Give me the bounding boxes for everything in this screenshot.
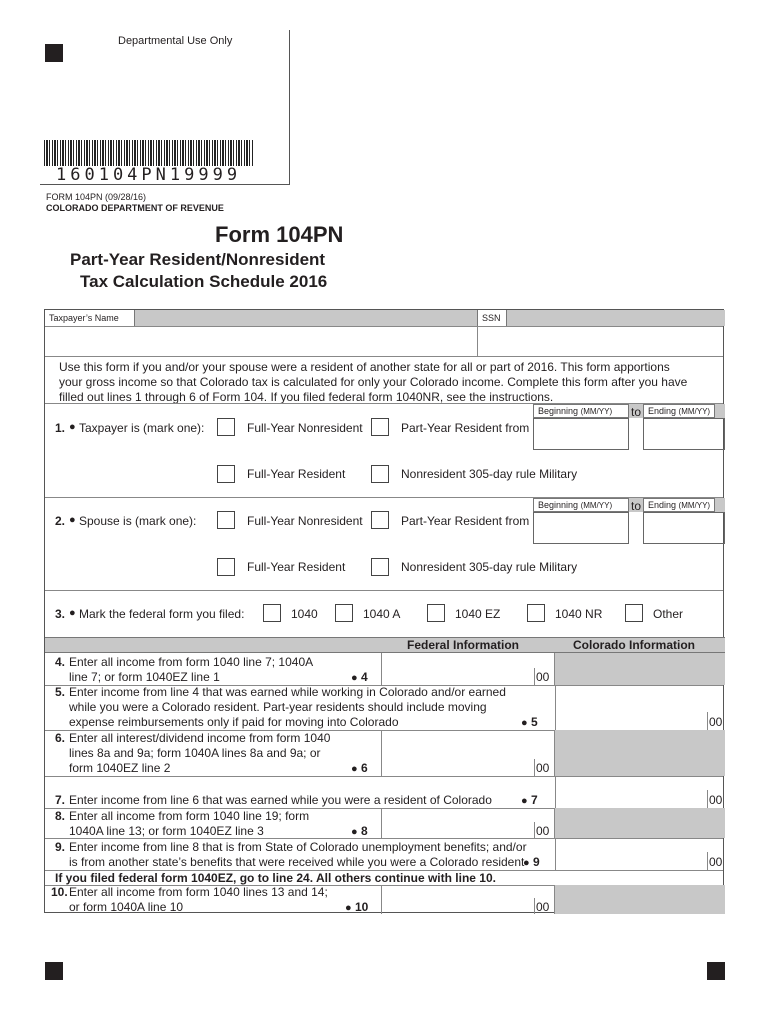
- to-label-2: to: [631, 499, 642, 513]
- registration-mark-bottom-left: [45, 962, 63, 980]
- taxpayer-name-input[interactable]: [47, 328, 475, 356]
- taxpayer-option-full-year-nonresident: Full-Year Nonresident: [247, 421, 363, 435]
- form-option-1040nr: 1040 NR: [555, 607, 603, 621]
- line9-colorado-input[interactable]: [555, 838, 725, 870]
- taxpayer-option-nonresident-military: Nonresident 305-day rule Military: [401, 467, 578, 481]
- form-other-checkbox[interactable]: [625, 604, 643, 622]
- line10-bullet: ●: [345, 902, 352, 914]
- line10-text-b: or form 1040A line 10: [69, 900, 184, 914]
- line3-bullet: ●: [69, 607, 76, 619]
- form-1040-checkbox[interactable]: [263, 604, 281, 622]
- registration-mark-bottom-right: [707, 962, 725, 980]
- line2-bullet: ●: [69, 514, 76, 526]
- form-option-1040ez: 1040 EZ: [455, 607, 501, 621]
- line3-label: Mark the federal form you filed:: [79, 607, 245, 621]
- colorado-information-header: Colorado Information: [573, 638, 695, 652]
- line8-number: 8.: [55, 809, 66, 823]
- line9-text-b: is from another state’s benefits that were received while you were a Colorado resident: [69, 855, 525, 869]
- taxpayer-option-part-year-resident: Part-Year Resident from: [401, 421, 530, 435]
- line6-bullet: ●: [351, 763, 358, 775]
- line9-ref: 9: [533, 855, 540, 869]
- ssn-label: SSN: [482, 313, 501, 323]
- form-option-1040: 1040: [291, 607, 318, 621]
- spouse-option-nonresident-military: Nonresident 305-day rule Military: [401, 560, 578, 574]
- line5-ref: 5: [531, 715, 538, 729]
- intro-line-1: Use this form if you and/or your spouse were a resident of another state for all or part of 2016. This form apportions: [59, 360, 670, 374]
- form-1040nr-checkbox[interactable]: [527, 604, 545, 622]
- spouse-beginning-date-input[interactable]: [533, 512, 629, 544]
- spouse-option-full-year-nonresident: Full-Year Nonresident: [247, 514, 363, 528]
- line8-federal-input[interactable]: [381, 808, 555, 838]
- form-id: FORM 104PN (09/28/16): [46, 192, 147, 202]
- line5-text-a: Enter income from line 4 that was earned while working in Colorado and/or earned: [69, 685, 506, 699]
- line9-text-a: Enter income from line 8 that is from State of Colorado unemployment benefits; and/or: [69, 840, 527, 854]
- line6-text-c: form 1040EZ line 2: [69, 761, 171, 775]
- line6-number: 6.: [55, 731, 66, 745]
- line6-text-a: Enter all interest/dividend income from form 1040: [69, 731, 331, 745]
- line3-number: 3.: [55, 607, 66, 621]
- line7-number: 7.: [55, 793, 66, 807]
- ending-label-2: Ending: [648, 500, 677, 510]
- line7-colorado-input[interactable]: [555, 776, 725, 808]
- name-header-bar: [45, 310, 725, 326]
- line4-bullet: ●: [351, 672, 358, 684]
- intro-line-2: your gross income so that Colorado tax is calculated for only your Colorado income. Complete this form after you have: [59, 375, 688, 389]
- beginning-label-1: Beginning: [538, 406, 579, 416]
- spouse-option-part-year-resident: Part-Year Resident from: [401, 514, 530, 528]
- line5-bullet: ●: [521, 717, 528, 729]
- line7-bullet: ●: [521, 795, 528, 807]
- federal-information-header: Federal Information: [407, 638, 520, 652]
- taxpayer-option-full-year-resident: Full-Year Resident: [247, 467, 346, 481]
- departmental-use-label: Departmental Use Only: [118, 35, 233, 47]
- to-label-1: to: [631, 405, 642, 419]
- taxpayer-part-year-resident-checkbox[interactable]: [371, 418, 389, 436]
- taxpayer-full-year-resident-checkbox[interactable]: [217, 465, 235, 483]
- line2-number: 2.: [55, 514, 66, 528]
- form-body: [44, 309, 724, 913]
- ending-format-1: (MM/YY): [678, 407, 711, 416]
- line10-number: 10.: [51, 885, 68, 899]
- line4-text-b: line 7; or form 1040EZ line 1: [69, 670, 220, 684]
- line1-label: Taxpayer is (mark one):: [79, 421, 205, 435]
- line8-ref: 8: [361, 824, 368, 838]
- barcode-number: 160104PN19999: [56, 165, 242, 185]
- taxpayer-beginning-date-input[interactable]: [533, 418, 629, 450]
- line1-number: 1.: [55, 421, 66, 435]
- form-1040a-checkbox[interactable]: [335, 604, 353, 622]
- line4-federal-input[interactable]: [381, 653, 555, 685]
- line9-number: 9.: [55, 840, 66, 854]
- beginning-format-2: (MM/YY): [580, 501, 613, 510]
- barcode: [44, 140, 254, 166]
- line6-ref: 6: [361, 761, 368, 775]
- line5-colorado-input[interactable]: [555, 685, 725, 730]
- form-option-1040a: 1040 A: [363, 607, 401, 621]
- line9-cents: 00: [709, 855, 723, 869]
- form-subtitle-1: Part-Year Resident/Nonresident: [70, 250, 326, 269]
- spouse-full-year-nonresident-checkbox[interactable]: [217, 511, 235, 529]
- line9-bullet: ●: [523, 857, 530, 869]
- beginning-format-1: (MM/YY): [580, 407, 613, 416]
- spouse-part-year-resident-checkbox[interactable]: [371, 511, 389, 529]
- line8-bullet: ●: [351, 826, 358, 838]
- spouse-option-full-year-resident: Full-Year Resident: [247, 560, 346, 574]
- spouse-ending-date-input[interactable]: [643, 512, 725, 544]
- form-title: Form 104PN: [215, 222, 344, 247]
- taxpayer-ending-date-input[interactable]: [643, 418, 725, 450]
- taxpayer-name-label: Taxpayer’s Name: [49, 313, 119, 323]
- line7-text-a: Enter income from line 6 that was earned while you were a resident of Colorado: [69, 793, 492, 807]
- form-option-other: Other: [653, 607, 684, 621]
- line4-number: 4.: [55, 655, 66, 669]
- form-1040ez-checkbox[interactable]: [427, 604, 445, 622]
- line5-cents: 00: [709, 715, 723, 729]
- department-name: COLORADO DEPARTMENT OF REVENUE: [46, 203, 224, 213]
- ending-label-1: Ending: [648, 406, 677, 416]
- taxpayer-full-year-nonresident-checkbox[interactable]: [217, 418, 235, 436]
- line1-bullet: ●: [69, 421, 76, 433]
- line4-text-a: Enter all income from form 1040 line 7; 1040A: [69, 655, 314, 669]
- line6-text-b: lines 8a and 9a; form 1040A lines 8a and 9a; or: [69, 746, 321, 760]
- line5-number: 5.: [55, 685, 66, 699]
- line5-text-b: while you were a Colorado resident. Part-year residents should include moving: [69, 700, 487, 714]
- form-subtitle-2: Tax Calculation Schedule 2016: [80, 272, 328, 291]
- ending-format-2: (MM/YY): [678, 501, 711, 510]
- line10-federal-input[interactable]: [381, 885, 555, 914]
- line6-cents: 00: [536, 761, 550, 775]
- beginning-label-2: Beginning: [538, 500, 579, 510]
- line6-federal-input[interactable]: [381, 730, 555, 776]
- line5-text-c: expense reimbursements only if paid for moving into Colorado: [69, 715, 399, 729]
- line10-ref: 10: [355, 900, 369, 914]
- intro-line-3: filled out lines 1 through 6 of Form 104. If you filed federal form 1040NR, see the instructions.: [59, 390, 554, 404]
- line4-ref: 4: [361, 670, 368, 684]
- line4-cents: 00: [536, 670, 550, 684]
- line8-cents: 00: [536, 824, 550, 838]
- line10-cents: 00: [536, 900, 550, 914]
- ez-note: If you filed federal form 1040EZ, go to line 24. All others continue with line 10.: [55, 871, 496, 885]
- line2-label: Spouse is (mark one):: [79, 514, 197, 528]
- ssn-input[interactable]: [479, 328, 723, 356]
- taxpayer-nonresident-military-checkbox[interactable]: [371, 465, 389, 483]
- spouse-full-year-resident-checkbox[interactable]: [217, 558, 235, 576]
- line8-text-b: 1040A line 13; or form 1040EZ line 3: [69, 824, 264, 838]
- line8-text-a: Enter all income from form 1040 line 19; form: [69, 809, 310, 823]
- line7-ref: 7: [531, 793, 538, 807]
- line10-text-a: Enter all income from form 1040 lines 13 and 14;: [69, 885, 328, 899]
- line7-cents: 00: [709, 793, 723, 807]
- spouse-nonresident-military-checkbox[interactable]: [371, 558, 389, 576]
